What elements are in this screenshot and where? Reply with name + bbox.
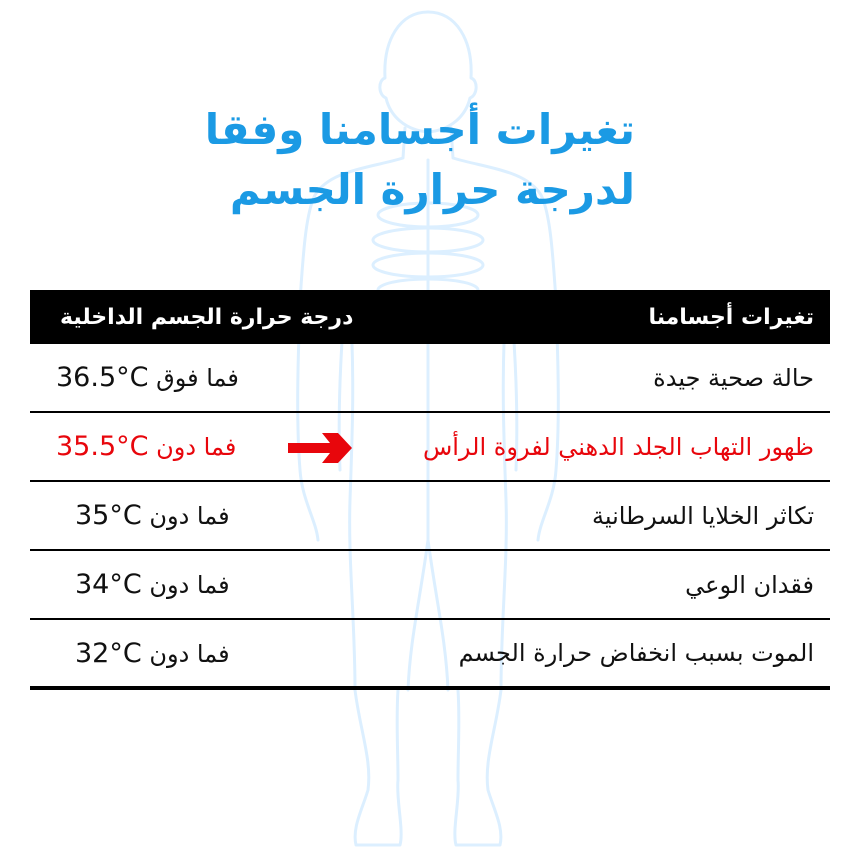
row-temperature: [56, 362, 239, 393]
row-temperature: [56, 431, 236, 462]
row-change: حالة صحية جيدة: [653, 363, 814, 392]
temperature-effects-table: [30, 290, 830, 690]
row-value: 34°C: [75, 569, 142, 600]
row-value: 35°C: [75, 500, 142, 531]
row-qualifier: فما فوق: [156, 364, 239, 392]
row-value: 36.5°C: [56, 362, 149, 393]
table-row: [30, 344, 830, 413]
table-row: [30, 482, 830, 551]
row-qualifier: فما دون: [149, 639, 230, 668]
row-qualifier: فما دون: [149, 571, 230, 599]
title-line-2: لدرجة حرارة الجسم: [229, 165, 635, 214]
row-change: تكاثر الخلايا السرطانية: [591, 501, 814, 530]
table-header: [30, 290, 830, 344]
title-line-1: تغيرات أجسامنا وفقا: [204, 105, 635, 154]
row-temperature: [75, 569, 230, 600]
row-change: فقدان الوعي: [685, 570, 814, 599]
page-title: [35, 100, 635, 220]
row-change: الموت بسبب انخفاض حرارة الجسم: [458, 639, 814, 667]
row-change: ظهور التهاب الجلد الدهني لفروة الرأس: [422, 432, 814, 461]
right-arrow-icon: [288, 433, 352, 463]
row-temperature: [75, 638, 230, 669]
row-qualifier: فما دون: [156, 433, 237, 461]
header-temperature: درجة حرارة الجسم الداخلية: [60, 304, 354, 330]
table-row: [30, 551, 830, 620]
row-value: 35.5°C: [56, 431, 149, 462]
table-row: [30, 620, 830, 690]
header-changes: تغيرات أجسامنا: [648, 304, 814, 330]
row-value: 32°C: [75, 637, 142, 669]
row-qualifier: فما دون: [149, 502, 230, 530]
table-row-highlighted: [30, 413, 830, 482]
row-temperature: [75, 500, 230, 531]
